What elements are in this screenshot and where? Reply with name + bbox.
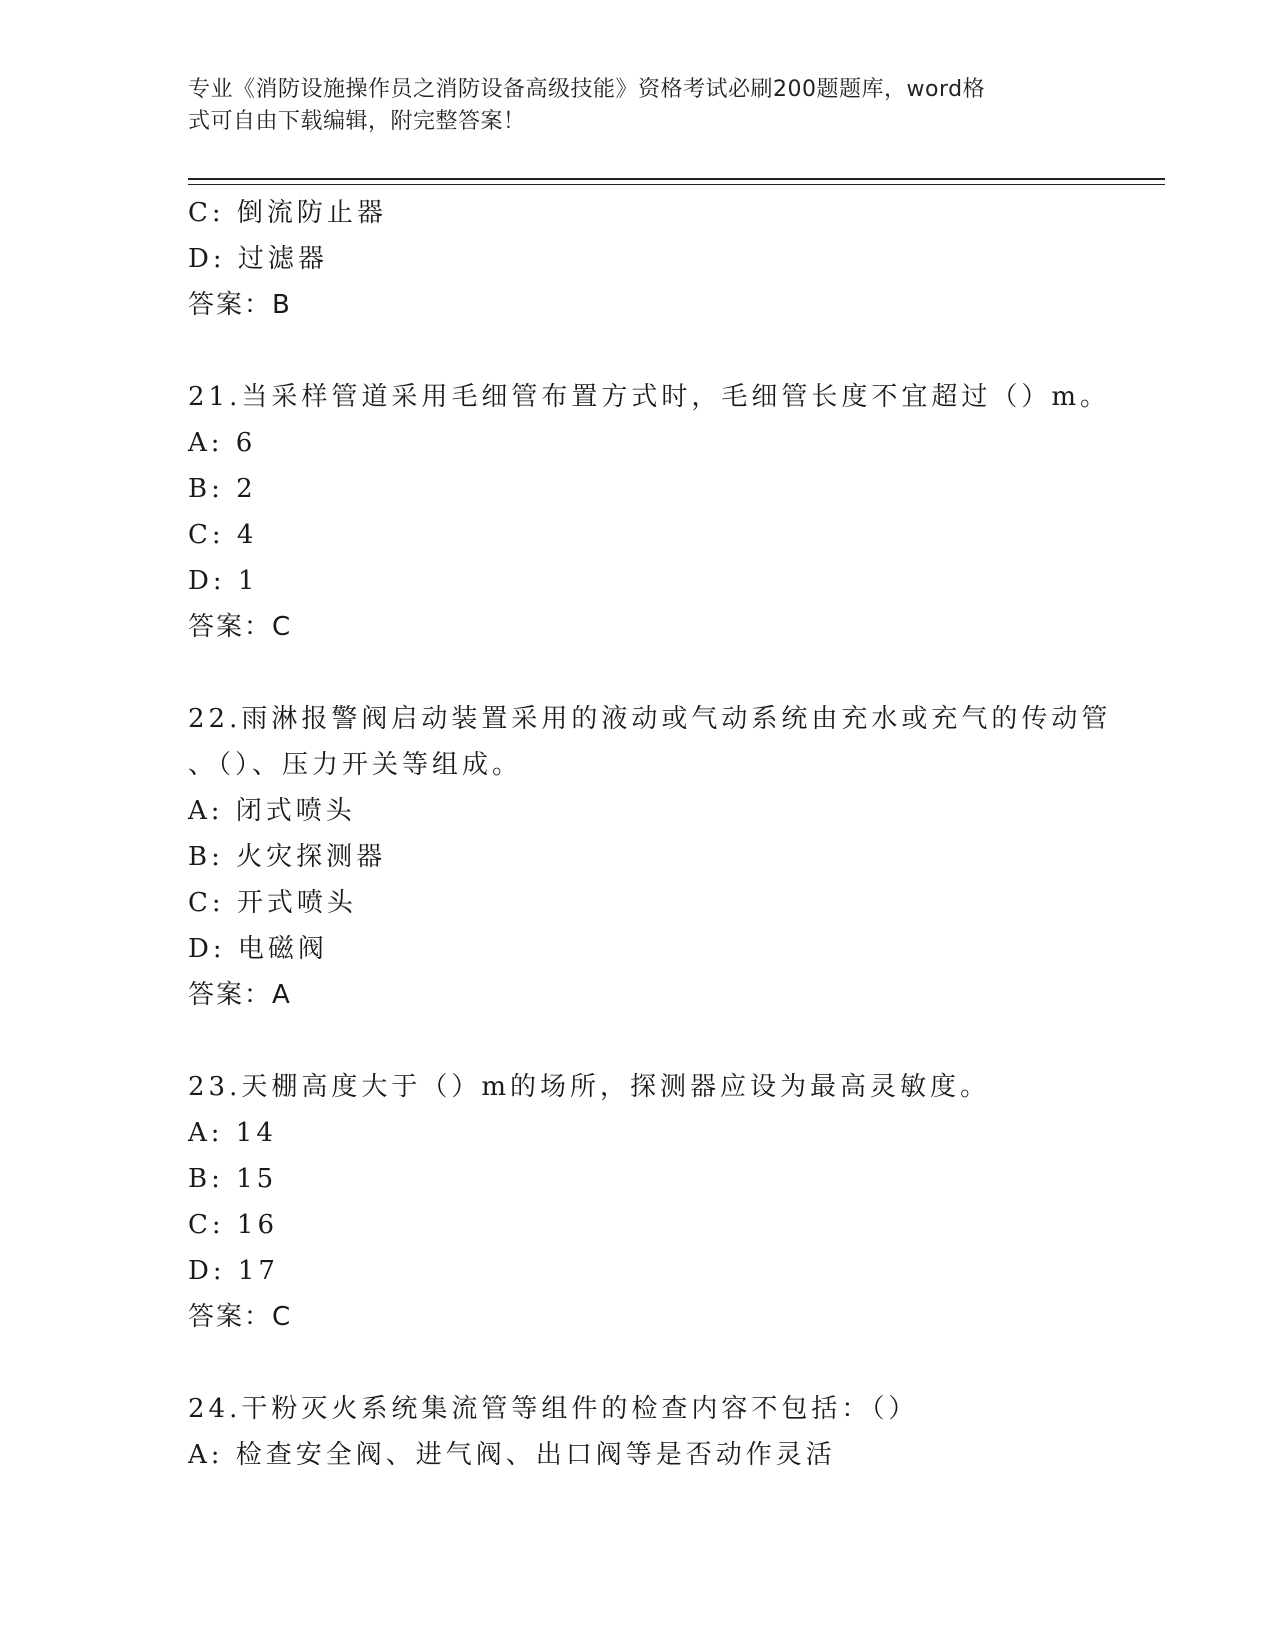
option-c: C: 开式喷头	[188, 888, 357, 918]
question-stem: 21.当采样管道采用毛细管布置方式时，毛细管长度不宜超过（）m。	[188, 382, 1111, 412]
option-a: A: 6	[188, 428, 257, 458]
option-d: D: 电磁阀	[188, 934, 328, 964]
header-rule-thin	[188, 184, 1165, 185]
option-c: C: 倒流防止器	[188, 198, 387, 228]
question-24	[188, 1386, 1088, 1478]
question-content	[188, 190, 1112, 1478]
question-21	[188, 374, 1111, 650]
option-b: B: 2	[188, 474, 257, 504]
option-d: D: 过滤器	[188, 244, 328, 274]
answer-line: 答案：A	[188, 980, 292, 1010]
question-stem: 22.雨淋报警阀启动装置采用的液动或气动系统由充水或充气的传动管	[188, 704, 1112, 734]
option-d: D: 17	[188, 1256, 279, 1286]
answer-line: 答案：C	[188, 612, 293, 642]
question-stem: 24.干粉灭火系统集流管等组件的检查内容不包括：（）	[188, 1394, 919, 1424]
question-stem: 23.天棚高度大于（）m的场所，探测器应设为最高灵敏度。	[188, 1072, 991, 1102]
header-line-1: 专业《消防设施操作员之消防设备高级技能》资格考试必刷200题题库，word格	[188, 77, 986, 102]
header-rule-thick	[188, 178, 1165, 180]
answer-line: 答案：C	[188, 1302, 293, 1332]
option-a: A: 闭式喷头	[188, 796, 356, 826]
previous-question-tail	[188, 190, 1088, 328]
option-a: A: 14	[188, 1118, 277, 1148]
question-stem-continued: 、（）、压力开关等组成。	[188, 750, 523, 780]
option-a: A: 检查安全阀、进气阀、出口阀等是否动作灵活	[188, 1440, 836, 1470]
option-c: C: 4	[188, 520, 258, 550]
question-22	[188, 696, 1112, 1018]
answer-line: 答案：B	[188, 290, 292, 320]
option-c: C: 16	[188, 1210, 279, 1240]
option-b: B: 15	[188, 1164, 278, 1194]
document-header	[188, 74, 1078, 138]
question-23	[188, 1064, 1088, 1340]
option-b: B: 火灾探测器	[188, 842, 387, 872]
option-d: D: 1	[188, 566, 259, 596]
header-line-2: 式可自由下载编辑，附完整答案！	[188, 109, 526, 134]
